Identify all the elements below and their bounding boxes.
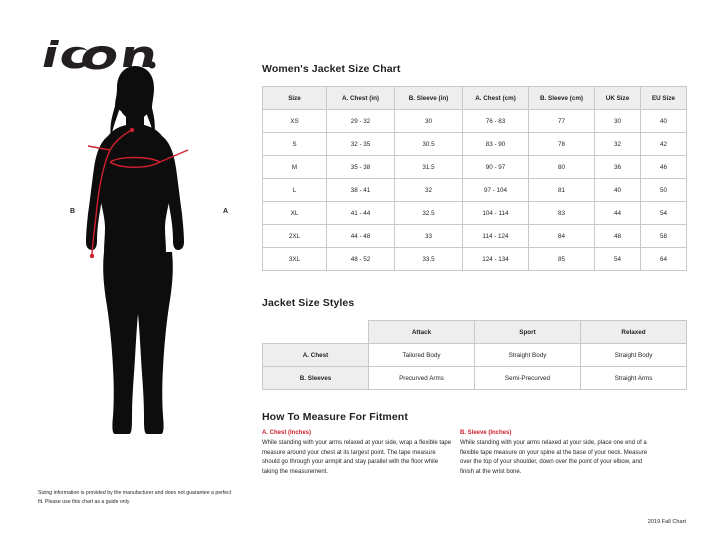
measure-heading-chest: A. Chest (Inches) bbox=[262, 430, 312, 436]
styles-cell-sleeves-attack: Precurved Arms bbox=[369, 367, 475, 390]
cell-eu-size: 50 bbox=[641, 179, 687, 202]
cell-eu-size: 54 bbox=[641, 202, 687, 225]
col-header-eu-size: EU Size bbox=[641, 87, 687, 110]
styles-table-body bbox=[263, 321, 687, 390]
cell-chest-in: 44 - 48 bbox=[327, 225, 395, 248]
cell-sleeve-in: 32.5 bbox=[395, 202, 463, 225]
section-title-size-styles: Jacket Size Styles bbox=[262, 297, 355, 309]
styles-row-label-sleeves: B. Sleeves bbox=[263, 367, 369, 390]
styles-row-label-chest: A. Chest bbox=[263, 344, 369, 367]
col-header-size: Size bbox=[263, 87, 327, 110]
cell-size: S bbox=[263, 133, 327, 156]
table-row bbox=[263, 367, 687, 390]
cell-sleeve-cm: 83 bbox=[529, 202, 595, 225]
cell-sleeve-in: 33 bbox=[395, 225, 463, 248]
cell-chest-cm: 83 - 90 bbox=[463, 133, 529, 156]
figure-label-b: B bbox=[70, 208, 76, 215]
cell-chest-in: 38 - 41 bbox=[327, 179, 395, 202]
styles-col-header-sport: Sport bbox=[475, 321, 581, 344]
cell-chest-cm: 104 - 114 bbox=[463, 202, 529, 225]
table-row bbox=[263, 344, 687, 367]
col-header-chest-in: A. Chest (in) bbox=[327, 87, 395, 110]
cell-sleeve-in: 30 bbox=[395, 110, 463, 133]
body-figure bbox=[40, 66, 230, 476]
cell-size: M bbox=[263, 156, 327, 179]
cell-size: XS bbox=[263, 110, 327, 133]
cell-eu-size: 46 bbox=[641, 156, 687, 179]
cell-eu-size: 58 bbox=[641, 225, 687, 248]
cell-chest-cm: 124 - 134 bbox=[463, 248, 529, 271]
disclaimer-footnote: Sizing information is provided by the manufacturer and does not guarantee a perfect fit. Please use this chart as a guide only bbox=[38, 490, 232, 505]
cell-sleeve-cm: 84 bbox=[529, 225, 595, 248]
cell-size: 2XL bbox=[263, 225, 327, 248]
cell-chest-in: 41 - 44 bbox=[327, 202, 395, 225]
cell-uk-size: 36 bbox=[595, 156, 641, 179]
cell-uk-size: 44 bbox=[595, 202, 641, 225]
cell-chest-in: 48 - 52 bbox=[327, 248, 395, 271]
col-header-uk-size: UK Size bbox=[595, 87, 641, 110]
cell-sleeve-in: 31.5 bbox=[395, 156, 463, 179]
col-header-sleeve-cm: B. Sleeve (cm) bbox=[529, 87, 595, 110]
styles-header-row bbox=[263, 321, 687, 344]
table-row bbox=[263, 110, 687, 133]
page-title-size-chart: Women's Jacket Size Chart bbox=[262, 63, 401, 75]
cell-uk-size: 48 bbox=[595, 225, 641, 248]
section-title-how-to-measure: How To Measure For Fitment bbox=[262, 411, 408, 423]
styles-cell-chest-sport: Straight Body bbox=[475, 344, 581, 367]
styles-col-header-attack: Attack bbox=[369, 321, 475, 344]
cell-eu-size: 64 bbox=[641, 248, 687, 271]
styles-cell-chest-attack: Tailored Body bbox=[369, 344, 475, 367]
styles-cell-sleeves-relaxed: Straight Arms bbox=[581, 367, 687, 390]
cell-chest-in: 35 - 38 bbox=[327, 156, 395, 179]
cell-uk-size: 30 bbox=[595, 110, 641, 133]
cell-uk-size: 40 bbox=[595, 179, 641, 202]
cell-chest-cm: 114 - 124 bbox=[463, 225, 529, 248]
table-row bbox=[263, 248, 687, 271]
measure-body-chest: While standing with your arms relaxed at your side, wrap a flexible tape measure around your chest at its largest point. The tape measure should go through your armpit and stay parallel with the floor while taking the measurement. bbox=[262, 440, 452, 475]
col-header-sleeve-in: B. Sleeve (in) bbox=[395, 87, 463, 110]
measure-body-sleeve: While standing with your arms relaxed at your side, place one end of a flexible tape measure on your spine at the base of your neck. Measure over the top of your shoulder, down over the point of your elbow, and finish at the wrist bone. bbox=[460, 440, 648, 475]
table-row bbox=[263, 179, 687, 202]
table-row bbox=[263, 225, 687, 248]
cell-chest-cm: 76 - 83 bbox=[463, 110, 529, 133]
cell-chest-cm: 90 - 97 bbox=[463, 156, 529, 179]
table-row bbox=[263, 202, 687, 225]
cell-eu-size: 42 bbox=[641, 133, 687, 156]
cell-sleeve-cm: 77 bbox=[529, 110, 595, 133]
cell-sleeve-cm: 81 bbox=[529, 179, 595, 202]
table-header-row bbox=[263, 87, 687, 110]
cell-sleeve-in: 30.5 bbox=[395, 133, 463, 156]
cell-uk-size: 32 bbox=[595, 133, 641, 156]
measure-instruction-sleeve bbox=[460, 430, 650, 477]
cell-size: XL bbox=[263, 202, 327, 225]
styles-cell-chest-relaxed: Straight Body bbox=[581, 344, 687, 367]
size-table-body bbox=[263, 110, 687, 271]
figure-label-a: A bbox=[223, 208, 229, 215]
styles-corner-cell bbox=[263, 321, 369, 344]
cell-chest-in: 29 - 32 bbox=[327, 110, 395, 133]
size-table-header bbox=[263, 87, 687, 110]
womens-jacket-size-table bbox=[262, 86, 687, 271]
styles-cell-sleeves-sport: Semi-Precurved bbox=[475, 367, 581, 390]
measure-heading-sleeve: B. Sleeve (Inches) bbox=[460, 430, 512, 436]
cell-uk-size: 54 bbox=[595, 248, 641, 271]
cell-sleeve-cm: 80 bbox=[529, 156, 595, 179]
cell-chest-cm: 97 - 104 bbox=[463, 179, 529, 202]
jacket-size-styles-table bbox=[262, 320, 687, 390]
left-column bbox=[0, 0, 250, 540]
table-row bbox=[263, 156, 687, 179]
cell-sleeve-in: 32 bbox=[395, 179, 463, 202]
cell-sleeve-cm: 78 bbox=[529, 133, 595, 156]
cell-size: L bbox=[263, 179, 327, 202]
table-row bbox=[263, 133, 687, 156]
cell-size: 3XL bbox=[263, 248, 327, 271]
footer-chart-version: 2019 Fall Chart bbox=[647, 519, 686, 525]
cell-sleeve-in: 33.5 bbox=[395, 248, 463, 271]
cell-sleeve-cm: 85 bbox=[529, 248, 595, 271]
col-header-chest-cm: A. Chest (cm) bbox=[463, 87, 529, 110]
styles-col-header-relaxed: Relaxed bbox=[581, 321, 687, 344]
cell-chest-in: 32 - 35 bbox=[327, 133, 395, 156]
cell-eu-size: 40 bbox=[641, 110, 687, 133]
measure-instruction-chest bbox=[262, 430, 452, 477]
